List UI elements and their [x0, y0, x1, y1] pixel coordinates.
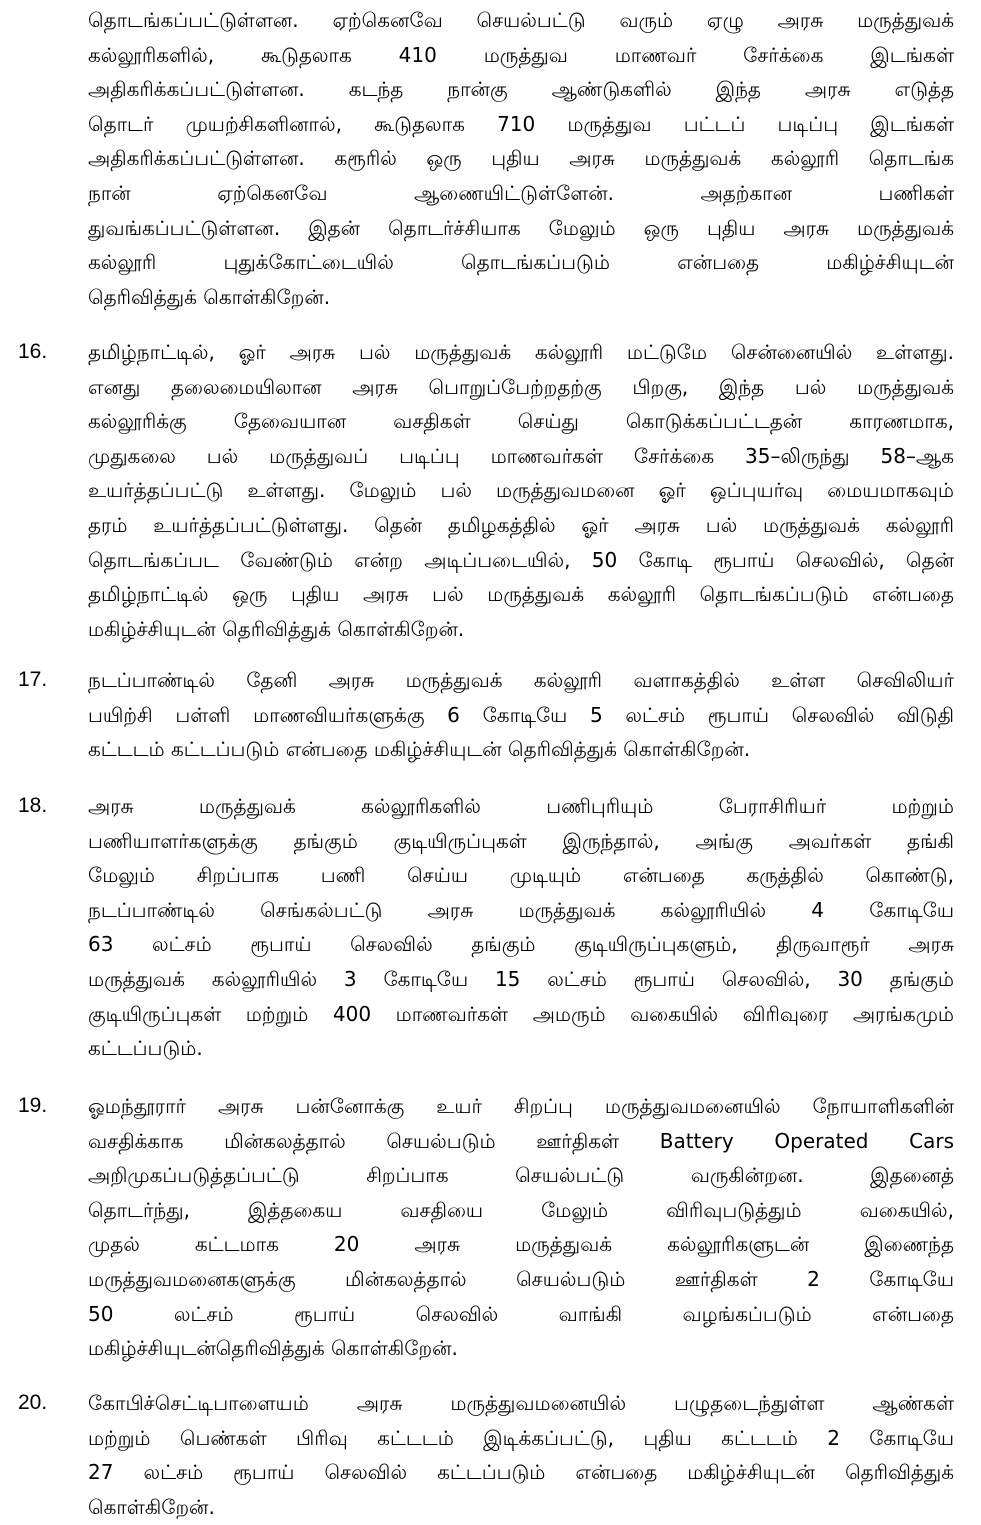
text-line: கல்லூரிகளில், கூடுதலாக 410 மருத்துவ மாணவர் சேர்க்கை இடங்கள்	[88, 42, 954, 67]
text-line: மகிழ்ச்சியுடன் தெரிவித்துக் கொள்கிறேன்.	[88, 616, 465, 641]
text-line: எனது தலைமையிலான அரசு பொறுப்பேற்றதற்கு பிறகு, இந்த பல் மருத்துவக்	[88, 374, 954, 399]
text-line: 27 லட்சம் ரூபாய் செலவில் கட்டப்படும் என்பதை மகிழ்ச்சியுடன் தெரிவித்துக்	[88, 1460, 954, 1485]
text-line: முதுகலை பல் மருத்துவப் படிப்பு மாணவர்கள் சேர்க்கை 35–லிருந்து 58–ஆக	[88, 443, 954, 468]
text-line: நான் ஏற்கெனவே ஆணையிட்டுள்ளேன். அதற்கான பணிகள்	[88, 180, 954, 205]
paragraph-number: 17.	[18, 668, 48, 691]
text-line: மருத்துவமனைகளுக்கு மின்கலத்தால் செயல்படும் ஊர்திகள் 2 கோடியே	[88, 1266, 954, 1291]
text-line: நடப்பாண்டில் செங்கல்பட்டு அரசு மருத்துவக் கல்லூரியில் 4 கோடியே	[88, 897, 954, 922]
text-line: தொடங்கப்பட வேண்டும் என்ற அடிப்படையில், 50 கோடி ரூபாய் செலவில், தென்	[88, 547, 954, 572]
text-line: அறிமுகப்படுத்தப்பட்டு சிறப்பாக செயல்பட்டு வருகின்றன. இதனைத்	[88, 1163, 954, 1188]
text-line: கல்லூரிக்கு தேவையான வசதிகள் செய்து கொடுக்கப்பட்டதன் காரணமாக,	[88, 409, 954, 434]
text-line: முதல் கட்டமாக 20 அரசு மருத்துவக் கல்லூரிகளுடன் இணைந்த	[88, 1232, 954, 1257]
text-line: மகிழ்ச்சியுடன்தெரிவித்துக் கொள்கிறேன்.	[88, 1336, 458, 1361]
text-line: துவங்கப்பட்டுள்ளன. இதன் தொடர்ச்சியாக மேலும் ஒரு புதிய அரசு மருத்துவக்	[88, 215, 954, 240]
paragraph-17	[88, 663, 954, 767]
text-line: தொடர் முயற்சிகளினால், கூடுதலாக 710 மருத்துவ பட்டப் படிப்பு இடங்கள்	[88, 111, 954, 136]
paragraph-18	[88, 789, 954, 1066]
paragraph-16	[88, 335, 954, 646]
paragraph-19	[88, 1089, 954, 1366]
text-line: தெரிவித்துக் கொள்கிறேன்.	[88, 284, 331, 309]
text-line: 63 லட்சம் ரூபாய் செலவில் தங்கும் குடியிருப்புகளும், திருவாரூர் அரசு	[88, 932, 954, 957]
text-line: மற்றும் பெண்கள் பிரிவு கட்டடம் இடிக்கப்பட்டு, புதிய கட்டடம் 2 கோடியே	[88, 1425, 954, 1450]
text-line: கட்டடம் கட்டப்படும் என்பதை மகிழ்ச்சியுடன் தெரிவித்துக் கொள்கிறேன்.	[88, 737, 751, 762]
text-line: தமிழ்நாட்டில் ஒரு புதிய அரசு பல் மருத்துவக் கல்லூரி தொடங்கப்படும் என்பதை	[88, 582, 954, 607]
paragraph-number: 16.	[18, 340, 48, 363]
text-line: குடியிருப்புகள் மற்றும் 400 மாணவர்கள் அமரும் வகையில் விரிவுரை அரங்கமும்	[88, 1001, 954, 1026]
text-line: தமிழ்நாட்டில், ஓர் அரசு பல் மருத்துவக் கல்லூரி மட்டுமே சென்னையில் உள்ளது.	[88, 340, 954, 364]
text-line: வசதிக்காக மின்கலத்தால் செயல்படும் ஊர்திகள் Battery Operated Cars	[88, 1128, 954, 1153]
text-line: பணியாளர்களுக்கு தங்கும் குடியிருப்புகள் இருந்தால், அங்கு அவர்கள் தங்கி	[88, 828, 954, 853]
text-line: கட்டப்படும்.	[88, 1036, 203, 1061]
paragraph-continuation	[88, 3, 954, 314]
text-line: மருத்துவக் கல்லூரியில் 3 கோடியே 15 லட்சம் ரூபாய் செலவில், 30 தங்கும்	[88, 966, 954, 991]
paragraph-number: 19.	[18, 1094, 48, 1117]
text-line: அரசு மருத்துவக் கல்லூரிகளில் பணிபுரியும் பேராசிரியர் மற்றும்	[88, 794, 954, 818]
paragraph-number: 18.	[18, 794, 48, 817]
text-line: கல்லூரி புதுக்கோட்டையில் தொடங்கப்படும் என்பதை மகிழ்ச்சியுடன்	[88, 250, 954, 275]
text-line: ஓமந்தூரார் அரசு பன்னோக்கு உயர் சிறப்பு மருத்துவமனையில் நோயாளிகளின்	[88, 1094, 954, 1118]
paragraph-number: 20.	[18, 1391, 48, 1414]
text-line: மேலும் சிறப்பாக பணி செய்ய முடியும் என்பதை கருத்தில் கொண்டு,	[88, 863, 954, 888]
text-line: தொடர்ந்து, இத்தகைய வசதியை மேலும் விரிவுபடுத்தும் வகையில்,	[88, 1197, 954, 1222]
text-line: தொடங்கப்பட்டுள்ளன. ஏற்கெனவே செயல்பட்டு வரும் ஏழு அரசு மருத்துவக்	[88, 8, 954, 32]
paragraph-20	[88, 1386, 954, 1524]
text-line: உயர்த்தப்பட்டு உள்ளது. மேலும் பல் மருத்துவமனை ஓர் ஒப்புயர்வு மையமாகவும்	[88, 478, 954, 503]
text-line: 50 லட்சம் ரூபாய் செலவில் வாங்கி வழங்கப்படும் என்பதை	[88, 1301, 954, 1326]
text-line: அதிகரிக்கப்பட்டுள்ளன. கரூரில் ஒரு புதிய அரசு மருத்துவக் கல்லூரி தொடங்க	[88, 146, 954, 171]
text-line: நடப்பாண்டில் தேனி அரசு மருத்துவக் கல்லூரி வளாகத்தில் உள்ள செவிலியர்	[88, 668, 954, 692]
text-line: பயிற்சி பள்ளி மாணவியர்களுக்கு 6 கோடியே 5 லட்சம் ரூபாய் செலவில் விடுதி	[88, 702, 954, 727]
text-line: கோபிச்செட்டிபாளையம் அரசு மருத்துவமனையில் பழுதடைந்துள்ள ஆண்கள்	[88, 1391, 954, 1415]
text-line: கொள்கிறேன்.	[88, 1494, 215, 1519]
text-line: தரம் உயர்த்தப்பட்டுள்ளது. தென் தமிழகத்தில் ஓர் அரசு பல் மருத்துவக் கல்லூரி	[88, 512, 954, 537]
text-line: அதிகரிக்கப்பட்டுள்ளன. கடந்த நான்கு ஆண்டுகளில் இந்த அரசு எடுத்த	[88, 77, 954, 102]
